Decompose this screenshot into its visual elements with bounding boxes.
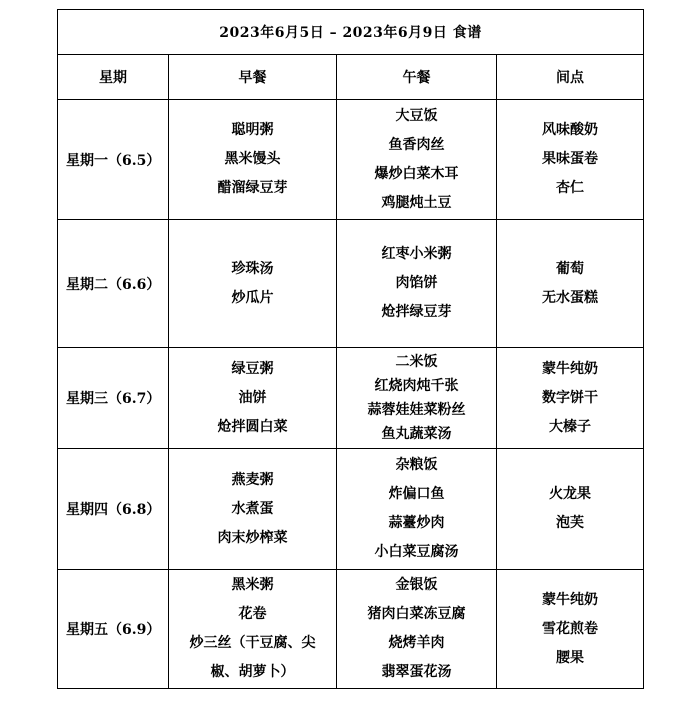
breakfast-cell <box>169 348 337 449</box>
dish: 火龙果 <box>549 486 592 502</box>
dish: 蒜蓉娃娃菜粉丝 <box>367 402 466 418</box>
dish: 数字饼干 <box>542 389 599 406</box>
dish: 葡萄 <box>556 260 585 277</box>
snack-cell <box>497 348 644 449</box>
dish: 爆炒白菜木耳 <box>374 165 459 182</box>
lunch-cell <box>337 348 497 449</box>
snack-cell <box>497 570 644 689</box>
dish: 炒三丝（干豆腐、尖 <box>189 635 316 651</box>
dish: 果味蛋卷 <box>542 151 599 167</box>
dish: 肉馅饼 <box>395 275 438 291</box>
dish: 鱼丸蔬菜汤 <box>381 426 452 442</box>
lunch-cell <box>337 100 497 220</box>
table-row <box>58 220 644 348</box>
table-row <box>58 570 644 689</box>
breakfast-cell <box>169 570 337 689</box>
dish: 翡翠蛋花汤 <box>381 664 452 680</box>
dish: 聪明粥 <box>231 122 274 138</box>
header-day: 星期 <box>58 55 169 100</box>
dish: 炝拌绿豆芽 <box>381 304 452 320</box>
title-row <box>58 10 644 55</box>
menu-table <box>57 9 644 689</box>
dish: 水煮蛋 <box>231 500 274 517</box>
dish: 大榛子 <box>549 418 592 435</box>
dish: 肉末炒榨菜 <box>217 529 288 546</box>
dish: 炸偏口鱼 <box>388 486 445 502</box>
day-label: 星期五（6.9） <box>58 570 169 689</box>
dish: 大豆饭 <box>395 107 438 124</box>
dish: 猪肉白菜冻豆腐 <box>367 606 466 622</box>
day-label: 星期二（6.6） <box>58 220 169 348</box>
table-row <box>58 348 644 449</box>
dish: 绿豆粥 <box>231 360 274 377</box>
breakfast-cell <box>169 449 337 570</box>
dish: 蒜薹炒肉 <box>388 515 445 531</box>
dish: 花卷 <box>238 606 267 622</box>
dish: 金银饭 <box>395 577 438 593</box>
dish: 炝拌圆白菜 <box>217 418 288 435</box>
dish: 无水蛋糕 <box>542 289 599 306</box>
lunch-cell <box>337 570 497 689</box>
header-lunch: 午餐 <box>337 55 497 100</box>
dish: 雪花煎卷 <box>542 620 599 637</box>
table-row <box>58 449 644 570</box>
dish: 烧烤羊肉 <box>388 635 445 651</box>
dish: 珍珠汤 <box>231 260 274 277</box>
dish: 醋溜绿豆芽 <box>217 180 288 196</box>
dish: 炒瓜片 <box>231 289 274 306</box>
snack-cell <box>497 220 644 348</box>
dish: 腰果 <box>556 649 585 666</box>
dish: 红枣小米粥 <box>381 246 452 262</box>
dish: 燕麦粥 <box>231 471 274 488</box>
breakfast-cell <box>169 100 337 220</box>
dish: 蒙牛纯奶 <box>542 360 599 377</box>
header-row <box>58 55 644 100</box>
snack-cell <box>497 100 644 220</box>
dish: 椒、胡萝卜） <box>210 664 295 680</box>
dish: 黑米馒头 <box>224 151 281 167</box>
lunch-cell <box>337 449 497 570</box>
dish: 杂粮饭 <box>395 457 438 473</box>
dish: 风味酸奶 <box>542 122 599 138</box>
dish: 二米饭 <box>395 354 438 370</box>
dish: 鱼香肉丝 <box>388 136 445 153</box>
dish: 蒙牛纯奶 <box>542 591 599 608</box>
header-breakfast: 早餐 <box>169 55 337 100</box>
dish: 小白菜豆腐汤 <box>374 544 459 560</box>
dish: 油饼 <box>238 389 267 406</box>
day-label: 星期一（6.5） <box>58 100 169 220</box>
lunch-cell <box>337 220 497 348</box>
breakfast-cell <box>169 220 337 348</box>
header-snack: 间点 <box>497 55 644 100</box>
dish: 鸡腿炖土豆 <box>381 194 452 211</box>
table-row <box>58 100 644 220</box>
dish: 杏仁 <box>556 180 585 196</box>
dish: 黑米粥 <box>231 577 274 593</box>
day-label: 星期三（6.7） <box>58 348 169 449</box>
dish: 红烧肉炖千张 <box>374 378 459 394</box>
snack-cell <box>497 449 644 570</box>
menu-title: 2023年6月5日 – 2023年6月9日 食谱 <box>58 10 644 55</box>
day-label: 星期四（6.8） <box>58 449 169 570</box>
dish: 泡芙 <box>556 515 585 531</box>
